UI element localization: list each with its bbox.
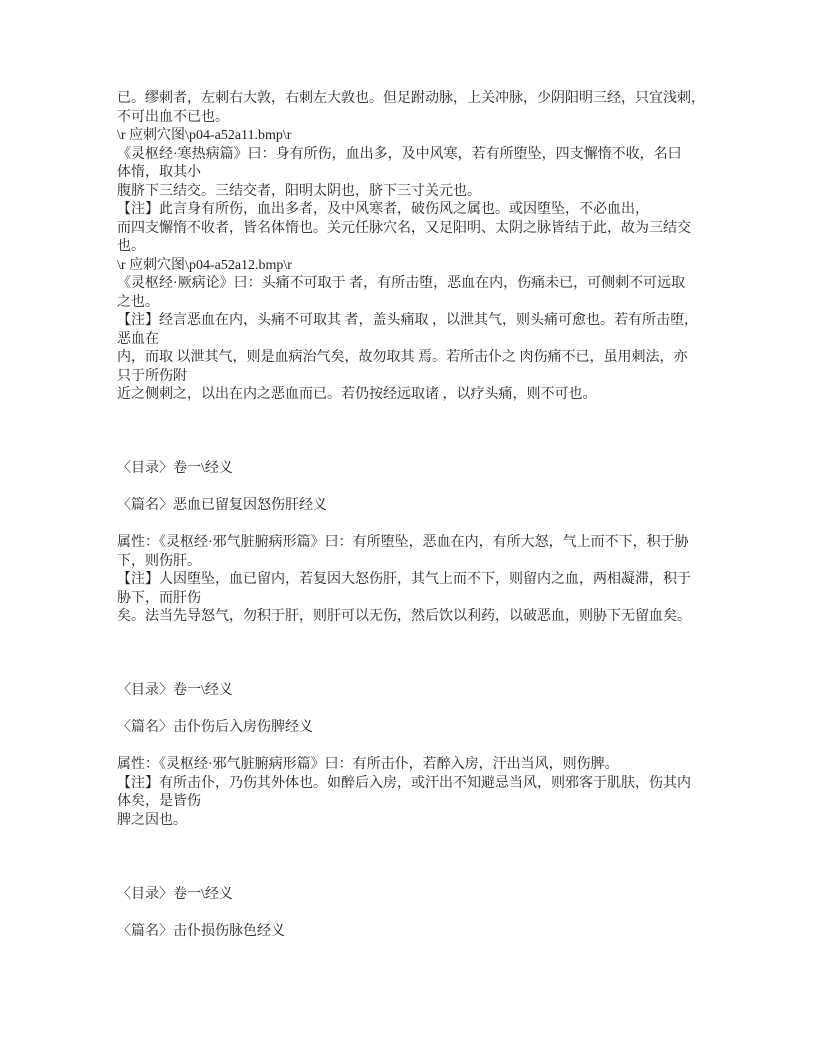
- annotation-line: 恶血在: [117, 331, 159, 347]
- chapter-title-line: 〈篇名〉恶血已留复因怒伤肝经义: [117, 498, 327, 513]
- blank-line: [117, 516, 709, 535]
- text-column: [117, 90, 709, 941]
- text-line: 属性：《灵枢经·邪气脏腑病形篇》曰：有所堕坠，恶血在内，有所大怒，气上而不下，积于胁: [117, 535, 689, 550]
- annotation-line: 体矣，是皆伤: [117, 794, 201, 809]
- blank-line: [117, 738, 709, 757]
- annotation-line: 【注】人因堕坠，血已留内，若复因大怒伤肝，其气上而不下，则留内之血，两相凝滞，积于: [117, 572, 691, 587]
- annotation-line: 【注】此言身有所伤，血出多者，及中风寒者，破伤风之属也。或因堕坠，不必血出，: [117, 202, 649, 217]
- annotation-line: 矣。法当先导怒气，勿积于肝，则肝可以无伤，然后饮以利药，以破恶血，则胁下无留血矣。: [117, 609, 691, 624]
- text-line: 之也。: [117, 294, 159, 310]
- text-line: 不可出血不已也。: [117, 109, 229, 125]
- chapter-title-line: 〈篇名〉击仆伤后入房伤脾经义: [117, 720, 313, 735]
- chapter-title-line: 〈篇名〉击仆损伤脉色经义: [117, 923, 285, 939]
- text-line: 体惰，取其小: [117, 165, 201, 180]
- annotation-line: 内，而取 以泄其气，则是血病治气矣，故勿取其 焉。若所击仆之 肉伤痛不已，虽用刺法，亦: [117, 350, 688, 365]
- annotation-line: 脾之因也。: [117, 812, 187, 828]
- text-line: 《灵枢经·寒热病篇》曰：身有所伤，血出多，及中风寒，若有所堕坠，四支懈惰不收，名曰: [117, 146, 682, 162]
- blank-line: [117, 645, 709, 664]
- annotation-line: 只于所伤附: [117, 368, 187, 384]
- blank-line: [117, 423, 709, 442]
- text-line: 下，则伤肝。: [117, 553, 201, 569]
- annotation-line: 胁下，而肝伤: [117, 590, 201, 606]
- text-line: 属性：《灵枢经·邪气脏腑病形篇》曰：有所击仆，若醉入房，汗出当风，则伤脾。: [117, 757, 619, 772]
- blank-line: [117, 701, 709, 720]
- blank-line: [117, 867, 709, 886]
- blank-line: [117, 627, 709, 646]
- blank-line: [117, 904, 709, 923]
- annotation-line: 近之侧刺之，以出在内之恶血而已。若仍按经远取诸 ，以疗头痛，则不可也。: [117, 387, 597, 402]
- text-line: 《灵枢经·厥病论》曰：头痛不可取于 者，有所击堕，恶血在内，伤痛未已，可侧刺不可远取: [117, 276, 686, 291]
- blank-line: [117, 442, 709, 461]
- blank-line: [117, 830, 709, 849]
- annotation-line: 【注】有所击仆，乃伤其外体也。如醉后入房，或汗出不知避忌当风，则邪客于肌肤，伤其内: [117, 775, 691, 791]
- annotation-line: 【注】经言恶血在内，头痛不可取其 者，盖头痛取 ，以泄其气，则头痛可愈也。若有所击堕，: [117, 313, 698, 328]
- annotation-line: 而四支懈惰不收者，皆名体惰也。关元任脉穴名，又足阳明、太阴之脉皆结于此，故为三结交: [117, 220, 691, 236]
- annotation-line: 也。: [117, 239, 145, 254]
- text-line: 腹脐下三结交。三结交者，阳明太阴也，脐下三寸关元也。: [117, 183, 481, 199]
- toc-marker-line: 〈目录〉卷一\经义: [117, 683, 233, 698]
- blank-line: [117, 664, 709, 683]
- text-line: 已。缪刺者，左刺右大敦，右刺左大敦也。但足跗动脉，上关冲脉，少阴阳明三经，只宜浅刺，: [117, 91, 705, 106]
- image-placeholder-line: \r 应刺穴图\p04-a52a12.bmp\r: [117, 257, 292, 273]
- blank-line: [117, 405, 709, 424]
- blank-line: [117, 849, 709, 868]
- image-placeholder-line: \r 应刺穴图\p04-a52a11.bmp\r: [117, 128, 292, 143]
- toc-marker-line: 〈目录〉卷一\经义: [117, 461, 233, 476]
- blank-line: [117, 479, 709, 498]
- toc-marker-line: 〈目录〉卷一\经义: [117, 886, 233, 902]
